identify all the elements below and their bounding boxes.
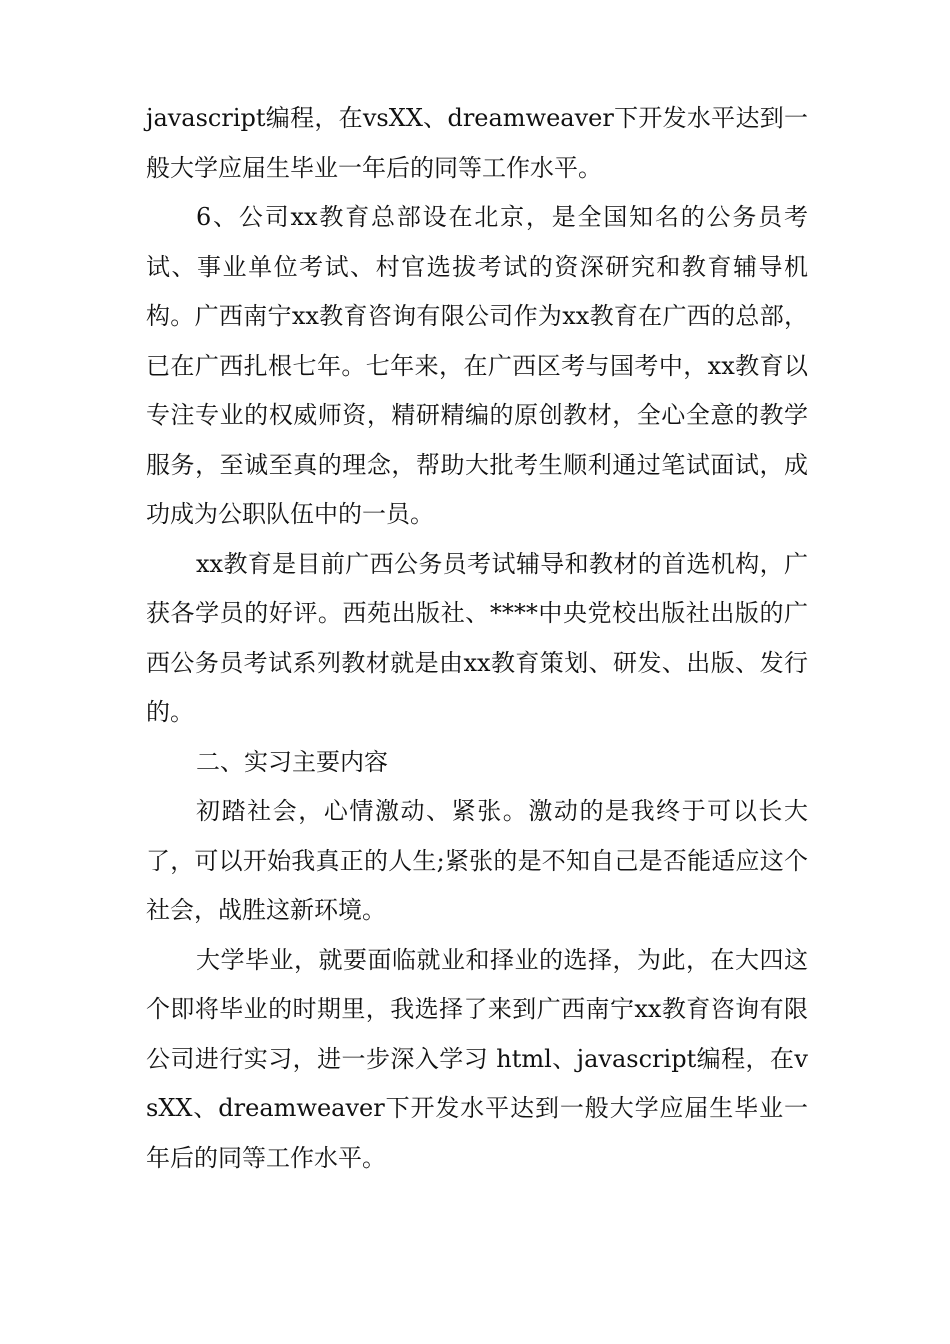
document-body <box>146 94 808 1183</box>
paragraph-continuation: javascript编程，在vsXX、dreamweaver下开发水平达到一般大学应届生毕业一年后的同等工作水平。 <box>146 104 808 182</box>
paragraph-graduation-choice: 大学毕业，就要面临就业和择业的选择，为此，在大四这个即将毕业的时期里，我选择了来到广西南宁xx教育咨询有限公司进行实习，进一步深入学习 html、javascript编程，在vsXX、dreamweaver下开发水平达到一般大学应届生毕业一年后的同等工作水平。 <box>146 945 808 1172</box>
paragraph-textbooks: xx教育是目前广西公务员考试辅导和教材的首选机构，广获各学员的好评。西苑出版社、****中央党校出版社出版的广西公务员考试系列教材就是由xx教育策划、研发、出版、发行的。 <box>146 549 808 726</box>
section-heading-internship-content: 二、实习主要内容 <box>196 747 388 776</box>
paragraph-company-intro: 6、公司xx教育总部设在北京，是全国知名的公务员考试、事业单位考试、村官选拔考试的资深研究和教育辅导机构。广西南宁xx教育咨询有限公司作为xx教育在广西的总部，已在广西扎根七年。七年来，在广西区考与国考中，xx教育以专注专业的权威师资，精研精编的原创教材，全心全意的教学服务，至诚至真的理念，帮助大批考生顺利通过笔试面试，成功成为公职队伍中的一员。 <box>146 203 808 528</box>
paragraph-entering-society: 初踏社会，心情激动、紧张。激动的是我终于可以长大了，可以开始我真正的人生;紧张的是不知自己是否能适应这个社会，战胜这新环境。 <box>146 797 808 924</box>
